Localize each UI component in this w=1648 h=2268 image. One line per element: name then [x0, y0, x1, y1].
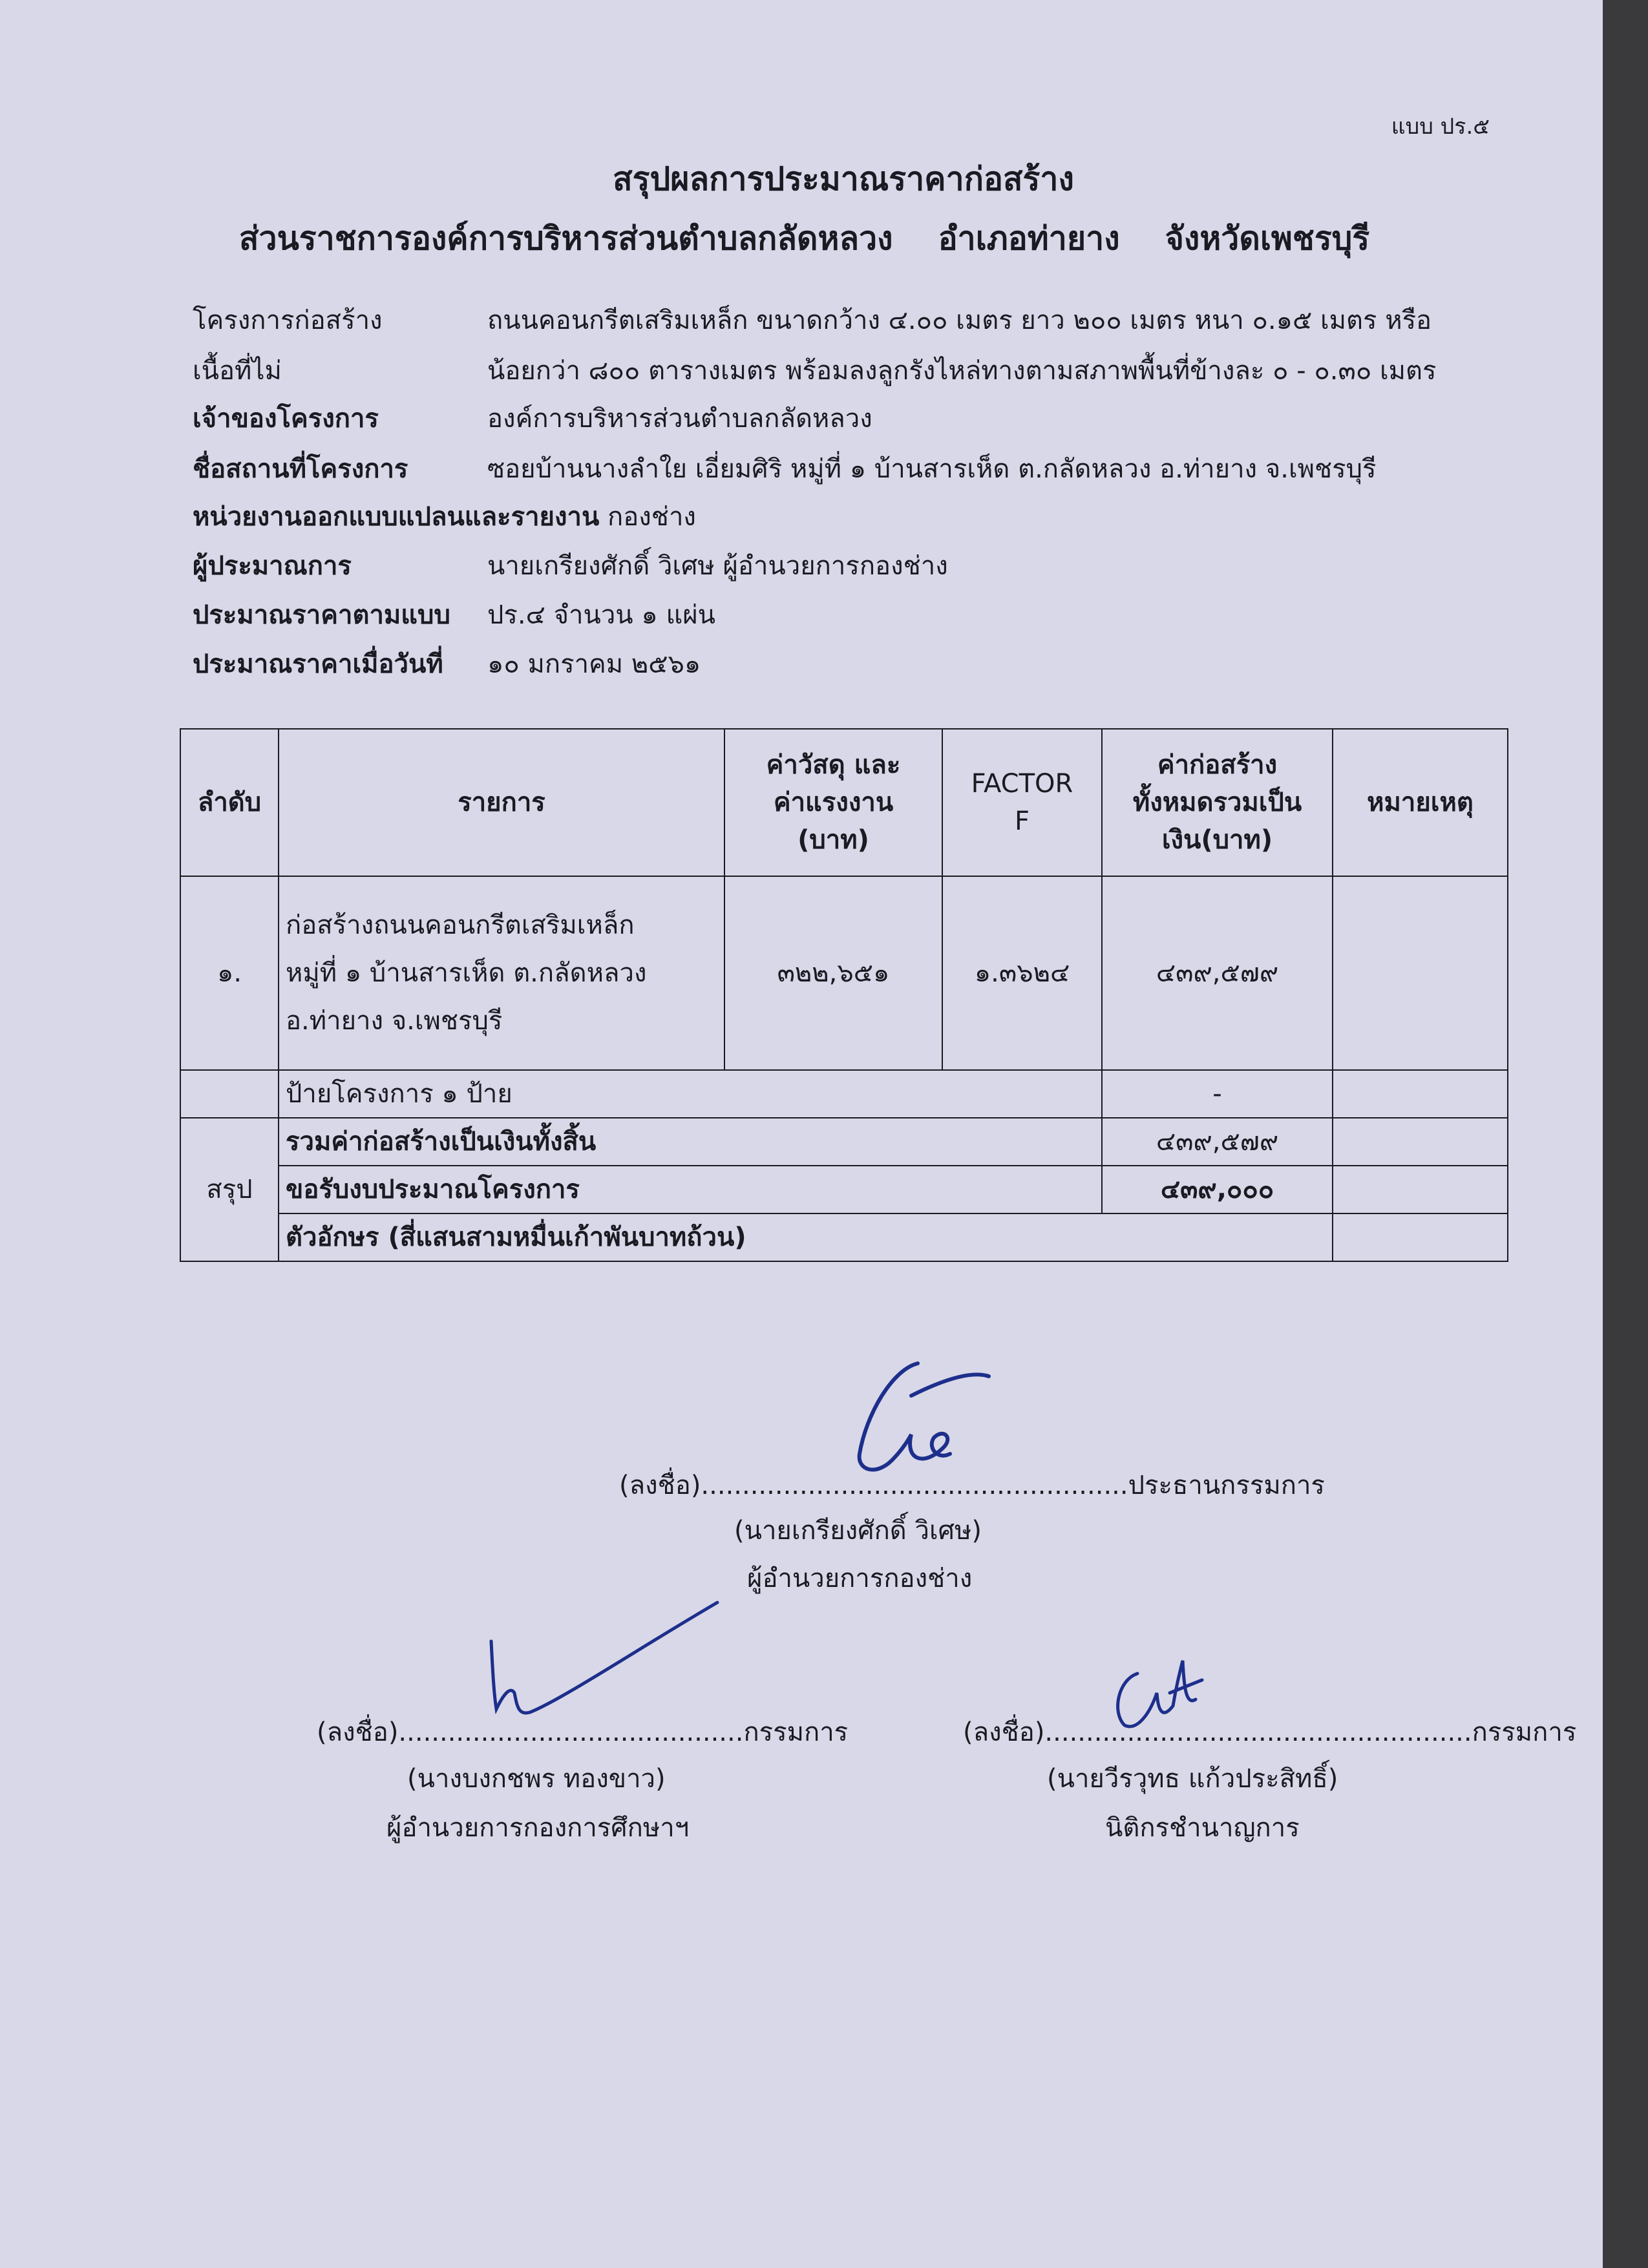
- summary-budget-row: [180, 1166, 1508, 1213]
- info-value: ถนนคอนกรีตเสริมเหล็ก ขนาดกว้าง ๔.๐๐ เมตร ยาว ๒๐๐ เมตร หนา ๐.๑๕ เมตร หรือ: [487, 306, 1432, 335]
- info-value: ปร.๔ จำนวน ๑ แผ่น: [487, 600, 716, 630]
- item-line: หมู่ที่ ๑ บ้านสารเห็ด ต.กลัดหลวง: [286, 958, 647, 988]
- member2-position: นิติกรชำนาญการ: [1105, 1813, 1300, 1843]
- header-total: [1102, 729, 1333, 876]
- info-label: ชื่อสถานที่โครงการ: [193, 454, 408, 484]
- info-label: หน่วยงานออกแบบแปลนและรายงาน: [193, 502, 600, 532]
- row-no: ๑.: [180, 876, 279, 1070]
- info-label: โครงการก่อสร้าง: [193, 306, 383, 335]
- document-title: สรุปผลการประมาณราคาก่อสร้าง: [613, 160, 1074, 198]
- row-material-labor: ๓๒๒,๖๕๑: [724, 876, 942, 1070]
- document-subtitle: [239, 213, 1369, 264]
- sign-row-remark: [1333, 1070, 1508, 1118]
- info-value: นายเกรียงศักดิ์ วิเศษ ผู้อำนวยการกองช่าง: [487, 551, 948, 581]
- header-line: ทั้งหมดรวมเป็น: [1132, 788, 1302, 817]
- header-line: F: [1014, 806, 1030, 836]
- summary-total-row: [180, 1118, 1508, 1166]
- cost-summary-table: [180, 728, 1508, 1262]
- chair-position: ผู้อำนวยการกองช่าง: [747, 1564, 973, 1593]
- info-value: องค์การบริหารส่วนตำบลกลัดหลวง: [487, 404, 872, 434]
- table-row-sign: [180, 1070, 1508, 1118]
- header-line: (บาท): [798, 825, 869, 855]
- info-label: ประมาณราคาตามแบบ: [193, 600, 450, 630]
- subtitle-agency: ส่วนราชการองค์การบริหารส่วนตำบลกลัดหลวง: [239, 220, 893, 257]
- header-line: ค่าแรงงาน: [773, 788, 894, 817]
- member1-sign-line: (ลงชื่อ)..........................................กรรมการ: [317, 1717, 849, 1747]
- chair-sign-line: (ลงชื่อ)....................................................ประธานกรรมการ: [619, 1471, 1325, 1500]
- info-value: กองช่าง: [607, 502, 696, 532]
- info-label: เนื้อที่ไม่: [193, 356, 282, 386]
- row-total: ๔๓๙,๕๗๙: [1102, 876, 1333, 1070]
- item-line: อ.ท่ายาง จ.เพชรบุรี: [286, 1006, 503, 1036]
- summary-words-row: [180, 1213, 1508, 1261]
- header-factor: [942, 729, 1102, 876]
- row-item: [279, 876, 724, 1070]
- header-item: รายการ: [279, 729, 724, 876]
- member2-sign-line: (ลงชื่อ)....................................................กรรมการ: [963, 1717, 1577, 1747]
- chair-name: (นายเกรียงศักดิ์ วิเศษ): [734, 1516, 982, 1546]
- member1-name: (นางบงกชพร ทองขาว): [407, 1764, 666, 1794]
- sign-row-item: ป้ายโครงการ ๑ ป้าย: [279, 1070, 1102, 1118]
- header-line: ค่าก่อสร้าง: [1157, 750, 1278, 780]
- summary-budget-label: ขอรับงบประมาณโครงการ: [279, 1166, 1102, 1213]
- info-value: ซอยบ้านนางลำใย เอี่ยมศิริ หมู่ที่ ๑ บ้านสารเห็ด ต.กลัดหลวง อ.ท่ายาง จ.เพชรบุรี: [487, 454, 1377, 484]
- summary-label: สรุป: [180, 1118, 279, 1261]
- info-label: ผู้ประมาณการ: [193, 551, 352, 581]
- member2-name: (นายวีรวุทธ แก้วประสิทธิ์): [1047, 1764, 1338, 1794]
- row-remark: [1333, 876, 1508, 1070]
- header-line: FACTOR: [971, 769, 1073, 799]
- summary-remark: [1333, 1118, 1508, 1166]
- item-line: ก่อสร้างถนนคอนกรีตเสริมเหล็ก: [286, 910, 635, 940]
- sign-row-total: -: [1102, 1070, 1333, 1118]
- header-line: เงิน(บาท): [1161, 825, 1273, 855]
- subtitle-province: จังหวัดเพชรบุรี: [1165, 220, 1370, 257]
- header-material-labor: [724, 729, 942, 876]
- info-designer: [193, 498, 696, 536]
- header-line: ค่าวัสดุ และ: [766, 750, 901, 780]
- info-label: เจ้าของโครงการ: [193, 404, 379, 434]
- summary-budget-value: ๔๓๙,๐๐๐: [1102, 1166, 1333, 1213]
- summary-remark: [1333, 1213, 1508, 1261]
- summary-total-value: ๔๓๙,๕๗๙: [1102, 1118, 1333, 1166]
- table-header-row: [180, 729, 1508, 876]
- row-factor: ๑.๓๖๒๔: [942, 876, 1102, 1070]
- header-remark: หมายเหตุ: [1333, 729, 1508, 876]
- info-value: น้อยกว่า ๘๐๐ ตารางเมตร พร้อมลงลูกรังไหล่ทางตามสภาพพื้นที่ข้างละ ๐ - ๐.๓๐ เมตร: [487, 356, 1437, 386]
- summary-total-label: รวมค่าก่อสร้างเป็นเงินทั้งสิ้น: [279, 1118, 1102, 1166]
- sign-row-no: [180, 1070, 279, 1118]
- table-row: [180, 876, 1508, 1070]
- form-code: แบบ ปร.๕: [1391, 114, 1490, 140]
- summary-words: ตัวอักษร (สี่แสนสามหมื่นเก้าพันบาทถ้วน): [279, 1213, 1333, 1261]
- summary-remark: [1333, 1166, 1508, 1213]
- info-label: ประมาณราคาเมื่อวันที่: [193, 649, 443, 679]
- subtitle-district: อำเภอท่ายาง: [938, 220, 1120, 257]
- header-no: ลำดับ: [180, 729, 279, 876]
- member1-position: ผู้อำนวยการกองการศึกษาฯ: [386, 1813, 690, 1843]
- info-value: ๑๐ มกราคม ๒๕๖๑: [487, 649, 701, 679]
